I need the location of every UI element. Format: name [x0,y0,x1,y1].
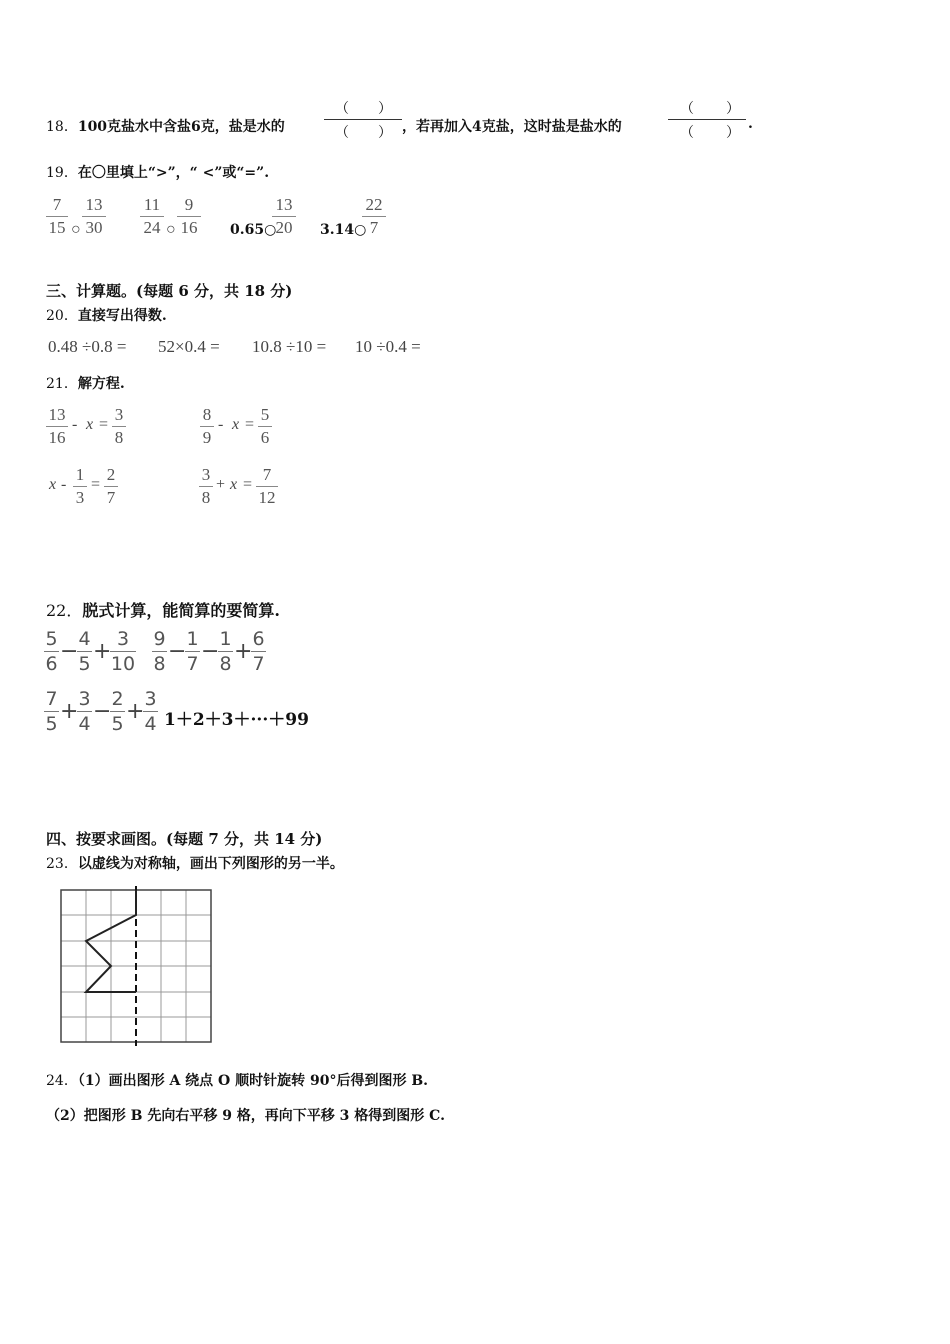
q22-e3-fraction-2 [77,687,92,736]
frac-num: 3 [144,688,157,710]
q22-e2-op-1: − [168,639,187,664]
q19-i1-fraction-a [46,194,68,239]
q22-e1-fraction-1 [44,627,59,676]
frac-den: 3 [75,488,85,507]
frac-den: 8 [114,428,124,447]
frac-den: 8 [153,653,166,675]
q22-e3-op-3: + [126,699,145,724]
q19-i4-fraction-b [362,194,386,239]
frac-num: 5 [260,405,270,424]
q21-number: 21． [46,376,78,392]
q20-expr-1: 0.48 ÷0.8 = [48,337,127,356]
frac-den: 6 [45,653,58,675]
q21-eq2-var: x [232,416,240,433]
q18-blank1-num-open: （ [335,102,349,117]
q19-number: 19． [46,165,78,181]
q23-grid-figure[interactable] [55,884,225,1048]
q22-e2-fraction-1 [152,627,167,676]
q18-blank1-num-close: ） [378,102,392,117]
q20-expr-3: 10.8 ÷10 = [252,337,327,356]
q21-eq1-minus: - [72,416,78,433]
q19-i1-b-den: 30 [85,218,103,237]
frac-den: 7 [252,653,265,675]
q24-part1: （1）画出图形 A 绕点 O 顺时针旋转 90°后得到图形 B. [77,1073,429,1089]
q19-line [46,162,269,182]
q22-e1-fraction-3 [110,627,136,676]
frac-num: 9 [153,628,166,650]
frac-den: 8 [201,488,211,507]
q22-e3-op-1: + [60,699,79,724]
section-3-title: 三、计算题。(每题 6 分，共 18 分) [46,282,293,300]
q22-e2-fraction-3 [218,627,233,676]
frac-num: 7 [262,465,272,484]
q19-i2-circle[interactable]: ○ [166,221,176,238]
q22-e2-fraction-2 [185,627,200,676]
frac-den: 5 [78,653,91,675]
frac-den: 12 [258,488,276,507]
q21-eq3-frac-a [73,464,87,509]
q18-blank2-den-close: ） [726,126,740,141]
frac-num: 1 [186,628,199,650]
q19-i2-a-num: 11 [143,195,161,214]
q21-eq1-equals: = [99,416,109,433]
q22-line [46,598,280,621]
q19-i4-b-num: 22 [365,195,383,214]
frac-den: 16 [48,428,66,447]
q18-number: 18． [46,119,78,135]
frac-den: 7 [186,653,199,675]
q18-blank2-bar [668,119,746,120]
frac-num: 3 [114,405,124,424]
q22-number: 22． [46,601,83,620]
q18-blank1-den-open: （ [335,126,349,141]
q24-part2: （2）把图形 B 先向右平移 9 格，再向下平移 3 格得到图形 C. [46,1108,445,1124]
frac-den: 4 [144,713,157,735]
frac-num: 1 [75,465,85,484]
frac-num: 7 [45,688,58,710]
q22-e1-fraction-2 [77,627,92,676]
q21-eq1-frac-a [46,404,68,449]
q21-eq2-frac-b [258,404,272,449]
q19-i3-b-num: 13 [275,195,293,214]
q18-blank1-bar [324,119,402,120]
q18-blank2-num-close: ） [726,102,740,117]
q21-eq4-frac-a [199,464,213,509]
q21-eq1-var: x [86,416,94,433]
q19-i1-b-num: 13 [85,195,103,214]
q19-i4-b-den: 7 [369,218,379,237]
q19-text: 在〇里填上“>”，“ <”或“=”. [77,165,270,181]
frac-num: 6 [252,628,265,650]
section-4-title: 四、按要求画图。(每题 7 分，共 14 分) [46,830,323,848]
q21-eq1-frac-b [112,404,126,449]
q22-e3-op-2: − [93,699,112,724]
q19-i3-fraction-b [272,194,296,239]
q20-text: 直接写出得数. [77,308,167,324]
q22-text: 脱式计算，能简算的要简算. [82,601,280,620]
q19-i1-fraction-b [82,194,106,239]
q21-line [46,373,125,393]
q19-i1-a-den: 15 [48,218,66,237]
frac-den: 6 [260,428,270,447]
q22-e2-op-3: + [234,639,253,664]
q22-e1-op-2: + [93,639,112,664]
frac-den: 9 [202,428,212,447]
q21-eq4-equals: = [243,476,253,493]
q18-blank2-den-open: （ [680,126,694,141]
frac-num: 1 [219,628,232,650]
q20-expr-2: 52×0.4 = [158,337,220,356]
q22-e1-op-1: − [60,639,79,664]
q21-eq3-equals: = [91,476,101,493]
q19-i4-left[interactable]: 3.14○ [320,222,367,238]
q22-e2-op-2: − [201,639,220,664]
frac-den: 4 [78,713,91,735]
frac-den: 8 [219,653,232,675]
q19-i1-a-num: 7 [52,195,62,214]
q19-i2-a-den: 24 [143,218,161,237]
q19-i2-fraction-b [177,194,201,239]
q21-eq4-var: x [230,476,238,493]
q22-e4: 1＋2＋3＋···＋99 [164,710,309,730]
q19-i2-b-den: 16 [180,218,198,237]
q22-e2-fraction-4 [251,627,266,676]
frac-den: 10 [110,653,136,675]
q24-number: 24． [46,1073,78,1089]
q22-e3-fraction-3 [110,687,125,736]
q24-line-1 [46,1070,428,1090]
q19-i1-circle[interactable]: ○ [71,221,81,238]
q19-i2-b-num: 9 [184,195,194,214]
frac-den: 7 [106,488,116,507]
q21-eq3-minus: - [61,476,67,493]
frac-num: 3 [78,688,91,710]
frac-num: 2 [111,688,124,710]
frac-den: 5 [111,713,124,735]
q20-number: 20． [46,308,78,324]
q18-text-a: 100克盐水中含盐6克，盐是水的 [77,119,285,135]
frac-num: 2 [106,465,116,484]
q21-eq3-var: x [49,476,57,493]
frac-num: 4 [78,628,91,650]
q18-blank1-den-close: ） [378,126,392,141]
frac-num: 8 [202,405,212,424]
frac-num: 3 [116,628,130,650]
q18-line [46,116,285,136]
q22-e3-fraction-4 [143,687,158,736]
q21-eq2-frac-a [200,404,214,449]
q21-eq4-plus: + [216,476,226,493]
q18-end: . [748,116,753,132]
q21-eq3-frac-b [104,464,118,509]
q19-i3-b-den: 20 [275,218,293,237]
q23-number: 23． [46,856,78,872]
q18-text-b: ，若再加入4克盐，这时盐是盐水的 [402,119,622,135]
q23-text: 以虚线为对称轴，画出下列图形的另一半。 [77,856,344,872]
q20-line [46,305,167,325]
q20-expr-4: 10 ÷0.4 = [355,337,421,356]
q18-blank2-num-open: （ [680,102,694,117]
frac-num: 13 [48,405,66,424]
q21-eq4-frac-b [256,464,278,509]
q21-text: 解方程. [77,376,125,392]
frac-den: 5 [45,713,58,735]
q23-line [46,853,344,873]
q21-eq2-minus: - [218,416,224,433]
frac-num: 3 [201,465,211,484]
q19-i3-left[interactable]: 0.65○ [230,222,277,238]
q22-e3-fraction-1 [44,687,59,736]
frac-num: 5 [45,628,58,650]
q21-eq2-equals: = [245,416,255,433]
q19-i2-fraction-a [140,194,164,239]
